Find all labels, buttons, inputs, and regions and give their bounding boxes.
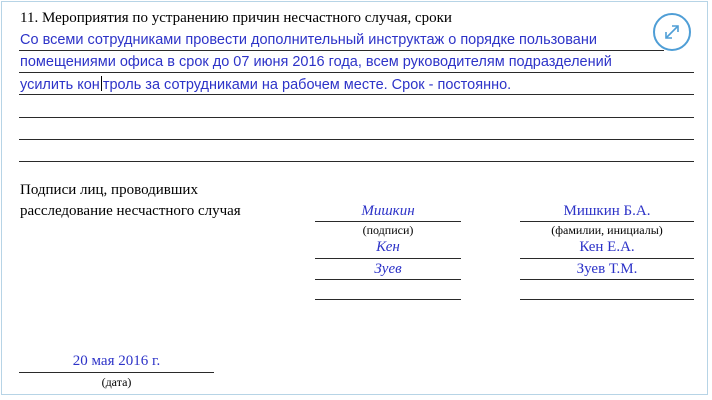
expand-button[interactable] (653, 13, 691, 51)
underline-3 (19, 94, 694, 95)
signature-1: Мишкин (361, 203, 415, 219)
name-line-3 (520, 279, 694, 280)
date-value: 20 мая 2016 г. (72, 353, 161, 369)
signatures-caption: (подписи) (362, 223, 414, 237)
date-caption: (дата) (101, 375, 132, 389)
names-caption: (фамилии, инициалы) (551, 223, 663, 237)
name-line-2 (520, 258, 694, 259)
underline-1 (19, 50, 664, 51)
section-heading: 11. Мероприятия по устранению причин несчастного случая, сроки (20, 10, 452, 26)
name-1: Мишкин Б.А. (563, 203, 651, 219)
signature-line-2 (315, 258, 461, 259)
signature-line-4 (315, 299, 461, 300)
measures-line-2: помещениями офиса в срок до 07 июня 2016 года, всем руководителям подразделений (20, 54, 612, 70)
underline-5 (19, 139, 694, 140)
name-line-4 (520, 299, 694, 300)
document-page (1, 1, 708, 395)
expand-icon (663, 23, 681, 41)
measures-line-1: Со всеми сотрудниками провести дополнительный инструктаж о порядке пользовани (20, 32, 597, 48)
underline-4 (19, 117, 694, 118)
underline-6 (19, 161, 694, 162)
signature-line-3 (315, 279, 461, 280)
signatures-label-line-2: расследование несчастного случая (20, 203, 241, 219)
signature-line-1 (315, 221, 461, 222)
signatures-label-line-1: Подписи лиц, проводивших (20, 182, 198, 198)
signature-2: Кен (376, 239, 400, 255)
underline-2 (19, 72, 694, 73)
date-line (19, 372, 214, 373)
measures-line-3: усилить кон троль за сотрудниками на рабочем месте. Срок - постоянно. (20, 77, 512, 93)
name-line-1 (520, 221, 694, 222)
name-3: Зуев Т.М. (576, 261, 638, 277)
signature-3: Зуев (374, 261, 402, 277)
name-2: Кен Е.А. (579, 239, 635, 255)
text-cursor (101, 76, 102, 91)
